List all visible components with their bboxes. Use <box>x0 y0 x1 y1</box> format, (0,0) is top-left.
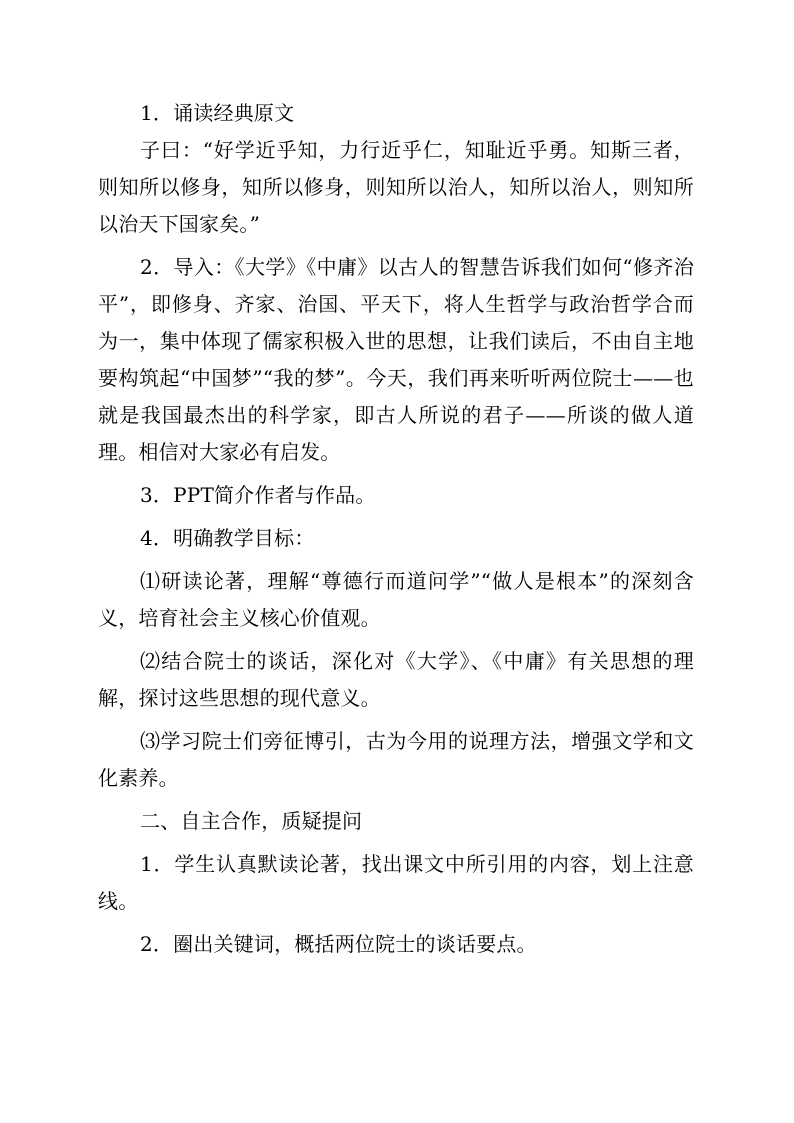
teaching-goal-2: ⑵结合院士的谈话，深化对《大学》、《中庸》有关思想的理解，探讨这些思想的现代意义。 <box>98 649 694 710</box>
ppt-intro-item: 3．PPT简介作者与作品。 <box>140 483 376 507</box>
cooperation-step-2: 2．圈出关键词，概括两位院士的谈话要点。 <box>140 932 537 956</box>
section-heading-cooperation: 二、自主合作，质疑提问 <box>140 809 363 833</box>
classic-quote-paragraph: 子曰：“好学近乎知，力行近乎仁，知耻近乎勇。知斯三者，则知所以修身，知所以修身，则知所以治人，知所以治人，则知所以治天下国家矣。” <box>98 138 694 236</box>
introduction-paragraph: 2．导入：《大学》《中庸》以古人的智慧告诉我们如何“修齐治平”，即修身、齐家、治国、平天下，将人生哲学与政治哲学合而为一，集中体现了儒家积极入世的思想，让我们读后，不由自主地要构筑起“中国梦”“我的梦”。今天，我们再来听听两位院士——也就是我国最杰出的科学家，即古人所说的君子——所谈的做人道理。相信对大家必有启发。 <box>98 255 694 464</box>
teaching-goals-heading: 4．明确教学目标： <box>140 526 315 550</box>
teaching-goal-1: ⑴研读论著，理解“尊德行而道问学”“做人是根本”的深刻含义，培育社会主义核心价值观。 <box>98 569 694 630</box>
document-body <box>98 95 694 963</box>
teaching-goal-3: ⑶学习院士们旁征博引，古为今用的说理方法，增强文学和文化素养。 <box>98 729 694 790</box>
cooperation-step-1: 1．学生认真默读论著，找出课文中所引用的内容，划上注意线。 <box>98 852 694 913</box>
section-heading-recite: 1．诵读经典原文 <box>140 101 295 125</box>
